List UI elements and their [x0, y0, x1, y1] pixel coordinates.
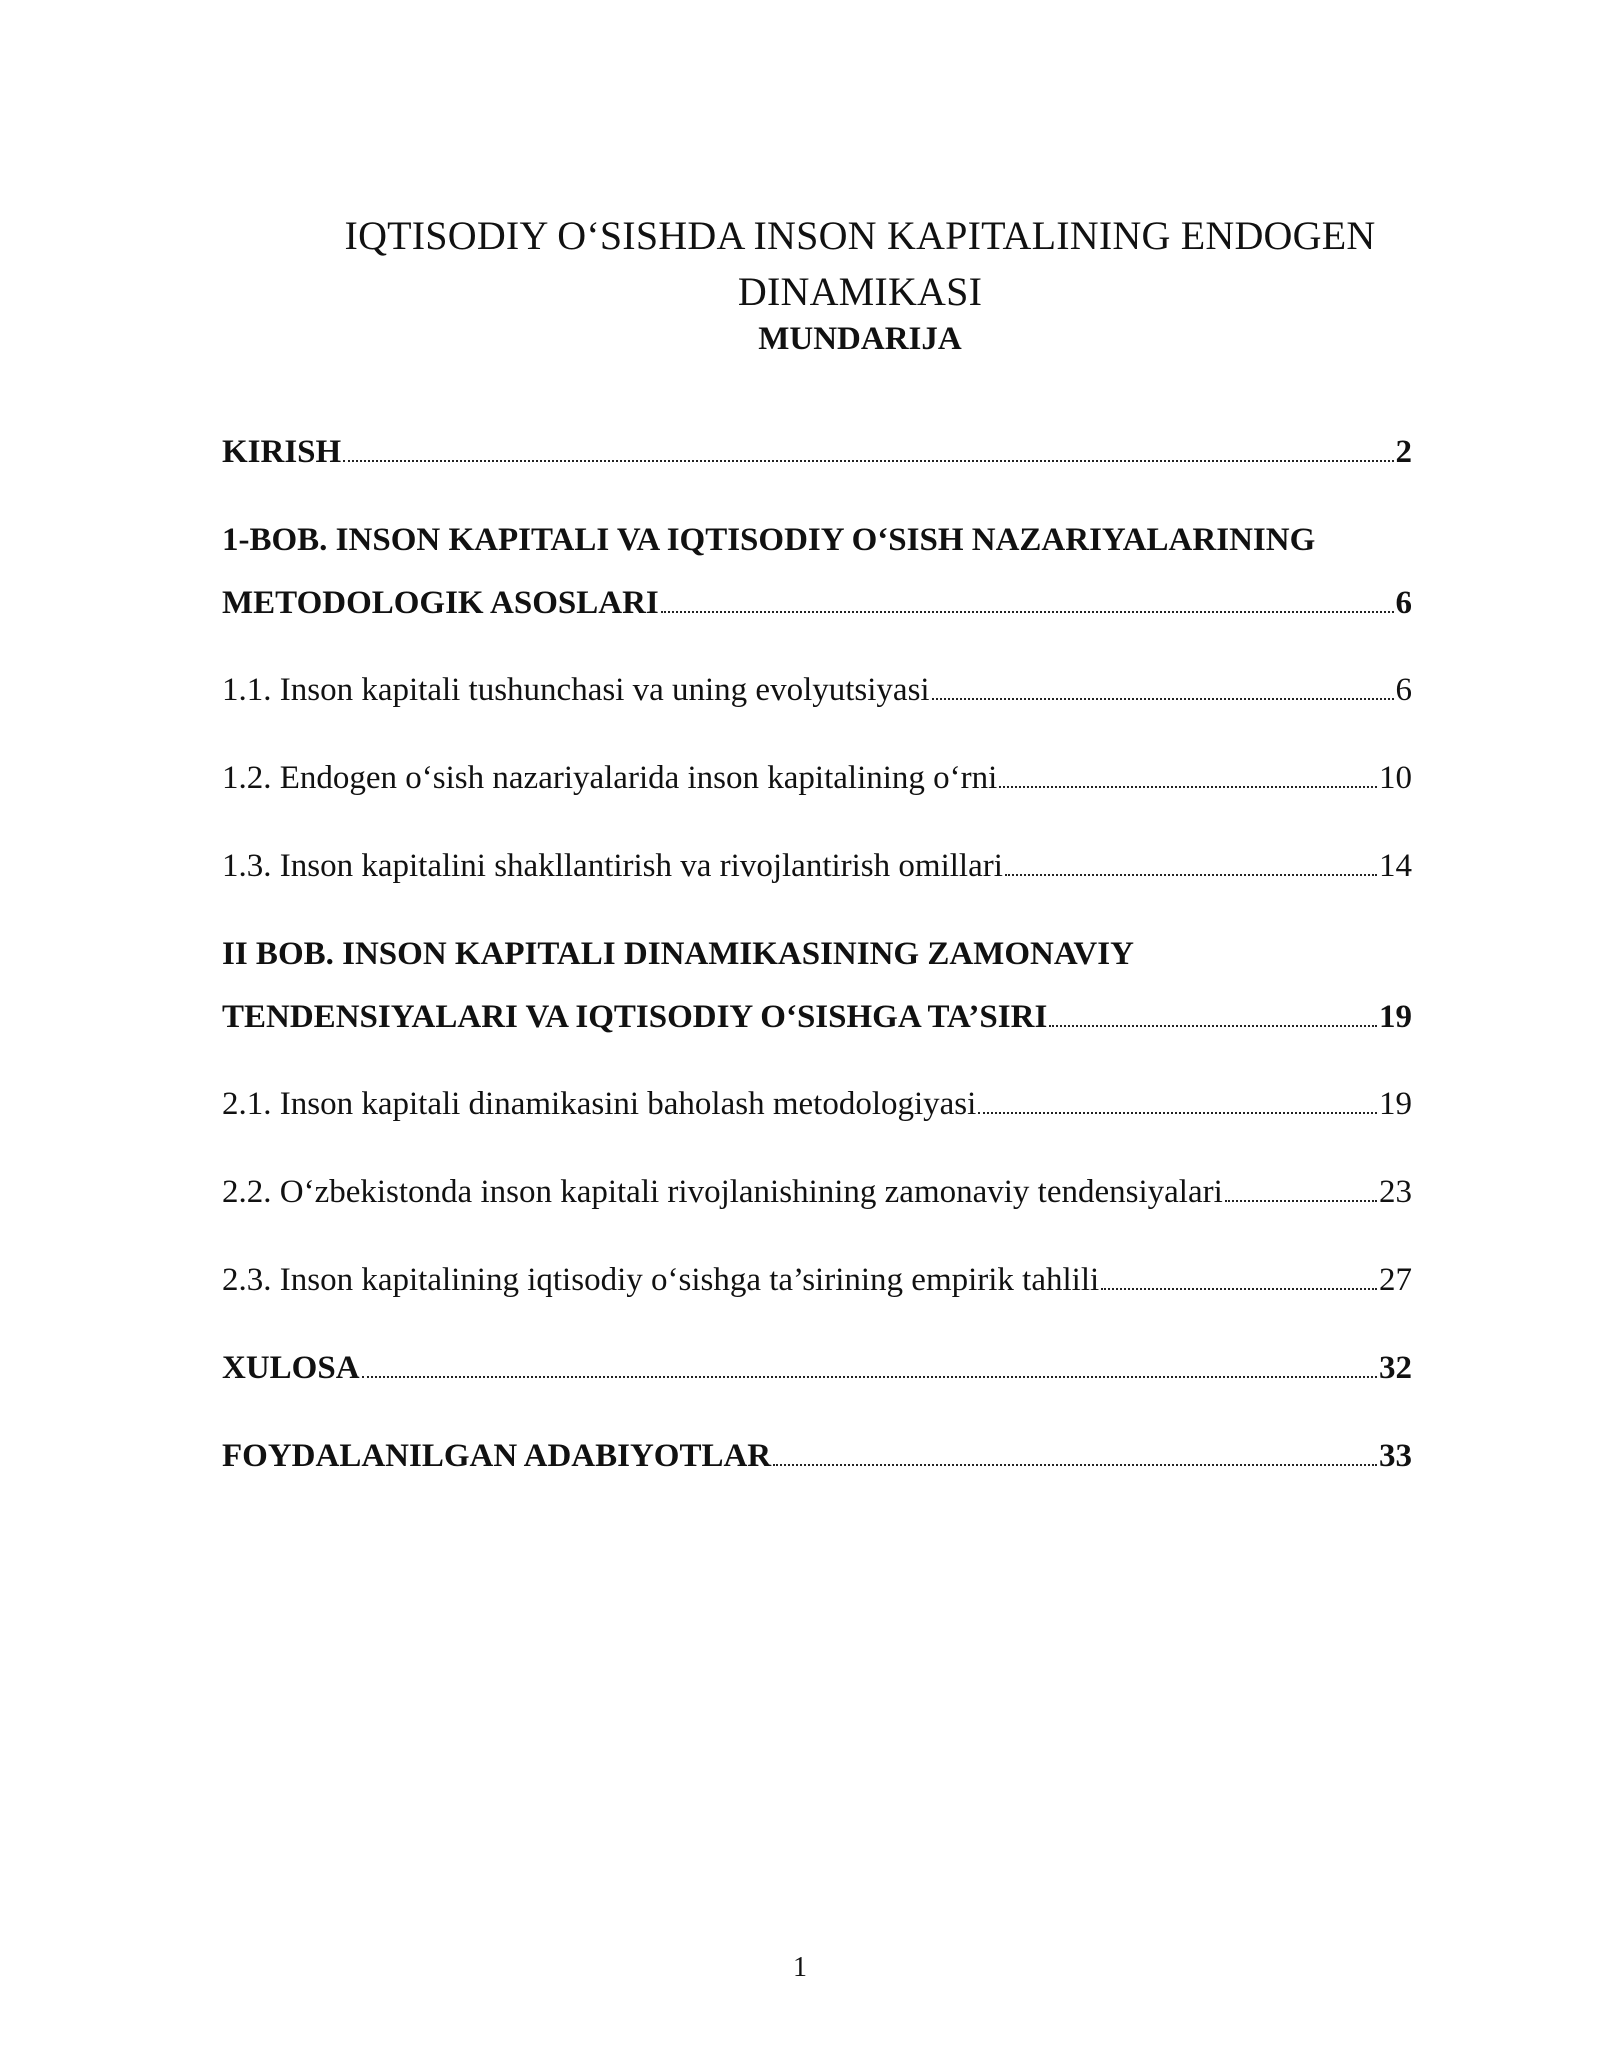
- toc-entry-title: 2.1. Inson kapitali dinamikasini baholash metodologiyasi: [222, 1086, 977, 1122]
- toc-entry-chapter-2: [222, 932, 1412, 1039]
- toc-entry-section-2-2: [222, 1170, 1412, 1214]
- dot-leader: [1005, 873, 1377, 876]
- toc-entry-title: XULOSA: [222, 1350, 360, 1386]
- toc-entry-title: FOYDALANILGAN ADABIYOTLAR: [222, 1438, 772, 1474]
- dot-leader: [773, 1463, 1377, 1466]
- toc-entry-kirish: [222, 430, 1412, 474]
- toc-entry-page: 23: [1379, 1174, 1412, 1210]
- toc-entry-title: 1.1. Inson kapitali tushunchasi va uning evolyutsiyasi: [222, 672, 930, 708]
- toc-entry-section-2-1: [222, 1082, 1412, 1126]
- toc-entry-page: 27: [1379, 1262, 1412, 1298]
- dot-leader: [1225, 1199, 1377, 1202]
- document-title: IQTISODIY O‘SISHDA INSON KAPITALINING ENDOGEN DINAMIKASI: [344, 213, 1376, 314]
- dot-leader: [661, 610, 1394, 613]
- toc-entry-chapter-1: [222, 518, 1412, 625]
- toc-entry-page: 32: [1379, 1350, 1412, 1386]
- dot-leader: [932, 697, 1394, 700]
- dot-leader: [978, 1111, 1377, 1114]
- toc-entry-section-1-2: [222, 756, 1412, 800]
- toc-entry-page: 19: [1379, 1086, 1412, 1122]
- dot-leader: [343, 459, 1393, 462]
- toc-entry-page: 33: [1379, 1438, 1412, 1474]
- toc-entry-section-1-3: [222, 844, 1412, 888]
- dot-leader: [362, 1375, 1377, 1378]
- toc-entry-page: 19: [1379, 999, 1412, 1035]
- toc-entry-page: 2: [1395, 434, 1412, 470]
- toc-entry-title: 1.2. Endogen o‘sish nazariyalarida inson kapitalining o‘rni: [222, 760, 998, 796]
- toc-entry-title: KIRISH: [222, 434, 342, 470]
- toc-entry-bibliography: [222, 1434, 1412, 1478]
- toc-entry-page: 6: [1395, 672, 1412, 708]
- toc-entry-xulosa: [222, 1346, 1412, 1390]
- dot-leader: [1049, 1024, 1377, 1027]
- dot-leader: [1101, 1287, 1377, 1290]
- toc-entry-page: 10: [1379, 760, 1412, 796]
- toc-entry-page: 14: [1379, 848, 1412, 884]
- toc-entry-section-2-3: [222, 1258, 1412, 1302]
- toc-entry-title-line2: METODOLOGIK ASOSLARI: [222, 585, 659, 621]
- toc-entry-title: 2.2. O‘zbekistonda inson kapitali rivojlanishining zamonaviy tendensiyalari: [222, 1174, 1223, 1210]
- toc-entry-title: 1.3. Inson kapitalini shakllantirish va rivojlantirish omillari: [222, 848, 1003, 884]
- page-number: 1: [793, 1952, 807, 1983]
- toc-entry-title-line2: TENDENSIYALARI VA IQTISODIY O‘SISHGA TA’SIRI: [222, 999, 1048, 1035]
- toc-entry-section-1-1: [222, 668, 1412, 712]
- toc-entry-title: 2.3. Inson kapitalining iqtisodiy o‘sishga ta’sirining empirik tahlili: [222, 1262, 1100, 1298]
- toc-entry-page: 6: [1395, 585, 1412, 621]
- toc-entry-title-line1: II BOB. INSON KAPITALI DINAMIKASINING ZAMONAVIY: [222, 936, 1134, 972]
- toc-entry-title-line1: 1-BOB. INSON KAPITALI VA IQTISODIY O‘SISH NAZARIYALARINING: [222, 522, 1316, 558]
- toc-heading: MUNDARIJA: [758, 321, 962, 357]
- dot-leader: [999, 785, 1377, 788]
